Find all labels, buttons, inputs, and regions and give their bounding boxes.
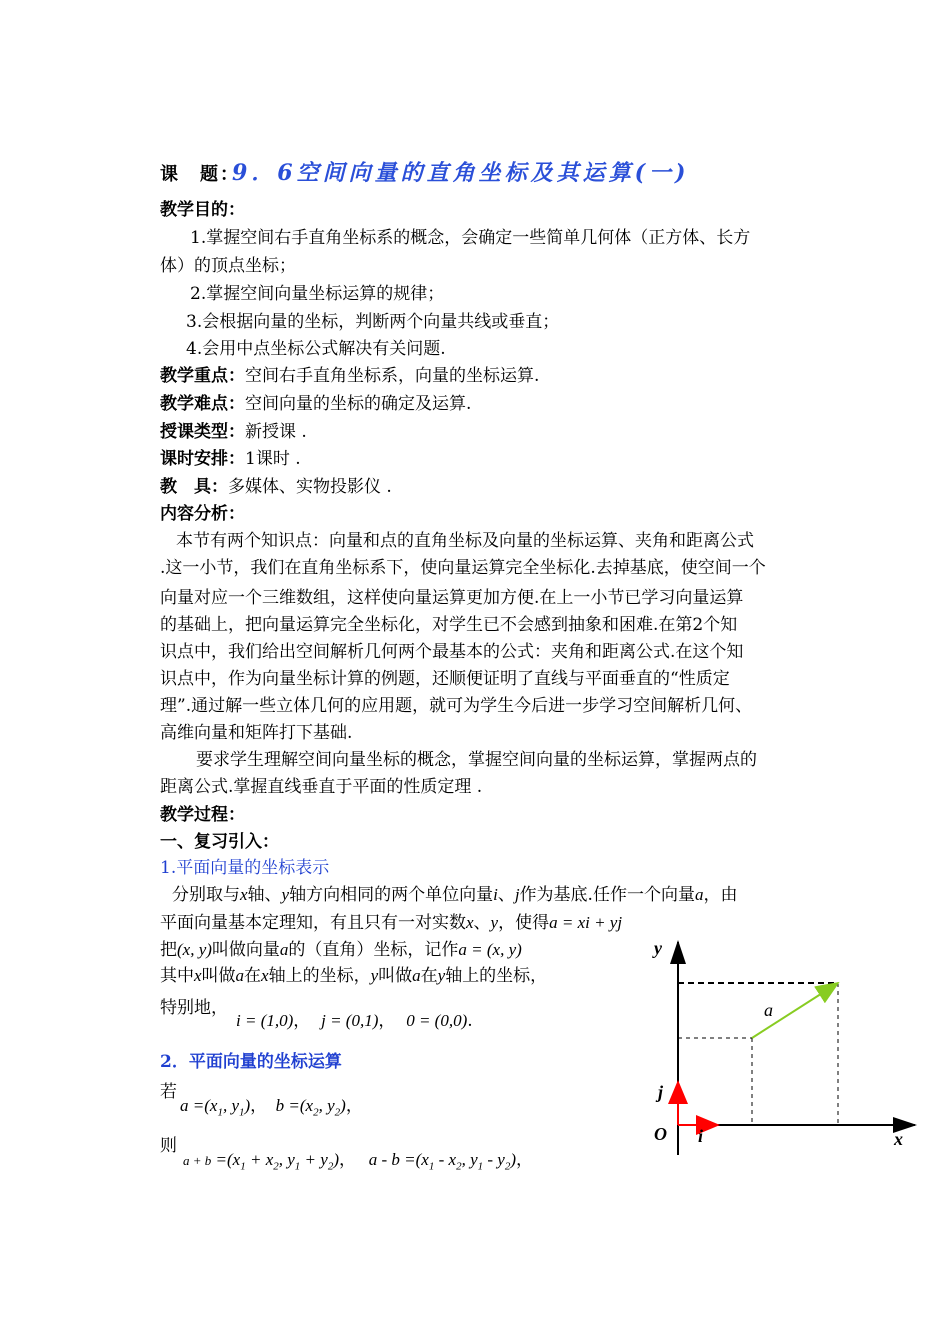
x-axis-label: x	[894, 1129, 903, 1149]
text-span: 轴、	[247, 885, 282, 905]
text-span: 把	[160, 940, 177, 960]
text-span: 轴方向相同的两个单位向量	[289, 885, 494, 905]
formula-j: j = (0,1)	[321, 1011, 379, 1030]
key-points-text: 空间右手直角坐标系，向量的坐标运算.	[245, 366, 540, 386]
objective-4: 4.会用中点坐标公式解决有关问题.	[186, 339, 446, 359]
text-span: 的（直角）坐标，记作	[288, 940, 459, 960]
difficulties-text: 空间向量的坐标的确定及运算.	[245, 394, 472, 414]
math-a: a	[694, 885, 704, 904]
objectives-heading: 教学目的：	[160, 200, 245, 220]
requirement-line-2: 距离公式.掌握直线垂直于平面的性质定理 .	[160, 777, 483, 797]
math-y: y	[490, 913, 499, 932]
text-span: ，使得	[498, 913, 550, 933]
text-span: 、	[473, 913, 491, 933]
objective-1-line-2: 体）的顶点坐标；	[160, 256, 296, 276]
text-span: 其中	[160, 966, 194, 986]
math-j: j	[514, 885, 520, 904]
text-span: 叫做向量	[211, 940, 280, 960]
requirement-line-1: 要求学生理解空间向量坐标的概念，掌握空间向量的坐标运算，掌握两点的	[196, 750, 757, 770]
difficulties-label: 教学难点：	[160, 394, 245, 414]
text-span: ，	[293, 1011, 311, 1031]
math-x: x	[194, 966, 202, 985]
math-y: y	[281, 885, 290, 904]
text-span: 作为基底.任作一个向量	[519, 885, 695, 905]
text-span: 在	[244, 966, 262, 986]
lesson-type-row	[160, 422, 307, 442]
text-span: .	[467, 1011, 473, 1031]
difficulties-row	[160, 394, 471, 414]
analysis-line-8: 高维向量和矩阵打下基础.	[160, 723, 353, 743]
analysis-line-2: .这一小节，我们在直角坐标系下，使向量运算完全坐标化.去掉基底，使空间一个	[160, 558, 766, 578]
lesson-type-text: 新授课 .	[245, 422, 307, 442]
planar-line-2	[160, 913, 622, 933]
analysis-line-6: 识点中，作为向量坐标计算的例题，还顺便证明了直线与平面垂直的“性质定	[160, 669, 730, 689]
math-x: x	[261, 966, 269, 985]
planar-line-1	[172, 885, 737, 905]
schedule-label: 课时安排：	[160, 449, 245, 469]
schedule-text: 1课时 .	[245, 449, 301, 469]
schedule-row	[160, 449, 301, 469]
text-span: 分别取与	[172, 885, 240, 905]
text-span: 叫做	[378, 966, 413, 986]
planar-line-3	[160, 940, 522, 960]
section-review-heading: 一、复习引入：	[160, 832, 279, 852]
formula-zero: 0 = (0,0)	[406, 1011, 468, 1030]
formula-sum-diff: $a + b =(x_1 + x_2$, $y_1 + y_2$)， $a - b =(x_1 - x_2$, $y_1 - y_2$)，	[183, 1150, 533, 1173]
content-analysis-heading: 内容分析：	[160, 504, 245, 524]
page-title: 9．6空间向量的直角坐标及其运算(一)	[232, 160, 690, 186]
analysis-line-3: 向量对应一个三维数组，这样使向量运算更加方便.在上一小节已学习向量运算	[160, 588, 744, 608]
math-a: a	[412, 966, 421, 985]
text-span: 轴上的坐标，	[445, 966, 548, 986]
formula-a-xi-yj: a = xi + yj	[549, 913, 623, 932]
process-heading: 教学过程：	[160, 805, 245, 825]
analysis-line-1: 本节有两个知识点：向量和点的直角坐标及向量的坐标运算、夹角和距离公式	[176, 531, 754, 551]
coordinate-diagram	[640, 930, 930, 1160]
planar-line-5-formulas	[236, 1011, 473, 1031]
math-a: a	[279, 940, 289, 959]
lesson-type-label: 授课类型：	[160, 422, 245, 442]
tools-label: 教 具：	[160, 477, 228, 497]
analysis-line-4: 的基础上，把向量运算完全坐标化，对学生已不会感到抽象和困难.在第2个知	[160, 615, 738, 635]
planar-coords-heading: 1.平面向量的坐标表示	[160, 858, 330, 878]
objective-2: 2.掌握空间向量坐标运算的规律；	[190, 284, 445, 304]
objective-1-line-1: 1.掌握空间右手直角坐标系的概念，会确定一些简单几何体（正方体、长方	[190, 228, 751, 248]
then-label: 则	[160, 1136, 177, 1156]
planar-line-4	[160, 966, 547, 986]
if-label: 若	[160, 1082, 177, 1102]
origin-label: O	[654, 1124, 667, 1144]
formula-a-b-defs: $a =(x_1$, $y_1$)， $b =(x_2$, $y_2$)，	[180, 1096, 363, 1119]
text-span: 叫做	[201, 966, 236, 986]
text-span: ，由	[703, 885, 738, 905]
formula-a-eq-xy: a = (x, y)	[458, 940, 522, 959]
planar-line-5-label: 特别地，	[160, 998, 228, 1018]
analysis-line-7: 理”.通过解一些立体几何的应用题，就可为学生今后进一步学习空间解析几何、	[160, 696, 753, 716]
i-label: i	[698, 1126, 704, 1146]
math-i: i	[493, 885, 498, 904]
key-points-row	[160, 366, 539, 386]
text-span: 在	[420, 966, 438, 986]
text-span: ，	[378, 1011, 396, 1031]
title-label: 课 题：	[160, 164, 240, 185]
text-span: 轴上的坐标，	[268, 966, 371, 986]
math-a: a	[235, 966, 245, 985]
math-x: x	[466, 913, 474, 932]
math-x: x	[240, 885, 248, 904]
analysis-line-5: 识点中，我们给出空间解析几何两个最基本的公式：夹角和距离公式.在这个知	[160, 642, 744, 662]
math-xy: (x, y)	[177, 940, 212, 959]
vector-a-label: a	[764, 1000, 773, 1020]
formula-i: i = (1,0)	[236, 1011, 294, 1030]
text-span: 平面向量基本定理知，有且只有一对实数	[160, 913, 466, 933]
text-span: 、	[497, 885, 515, 905]
objective-3: 3.会根据向量的坐标，判断两个向量共线或垂直；	[186, 312, 560, 332]
tools-text: 多媒体、实物投影仪 .	[228, 477, 392, 497]
tools-row	[160, 477, 392, 497]
math-y: y	[370, 966, 379, 985]
j-label: j	[658, 1082, 664, 1102]
planar-ops-heading: 2．平面向量的坐标运算	[160, 1052, 342, 1072]
key-points-label: 教学重点：	[160, 366, 245, 386]
math-y: y	[437, 966, 446, 985]
y-axis-label: y	[654, 938, 662, 958]
